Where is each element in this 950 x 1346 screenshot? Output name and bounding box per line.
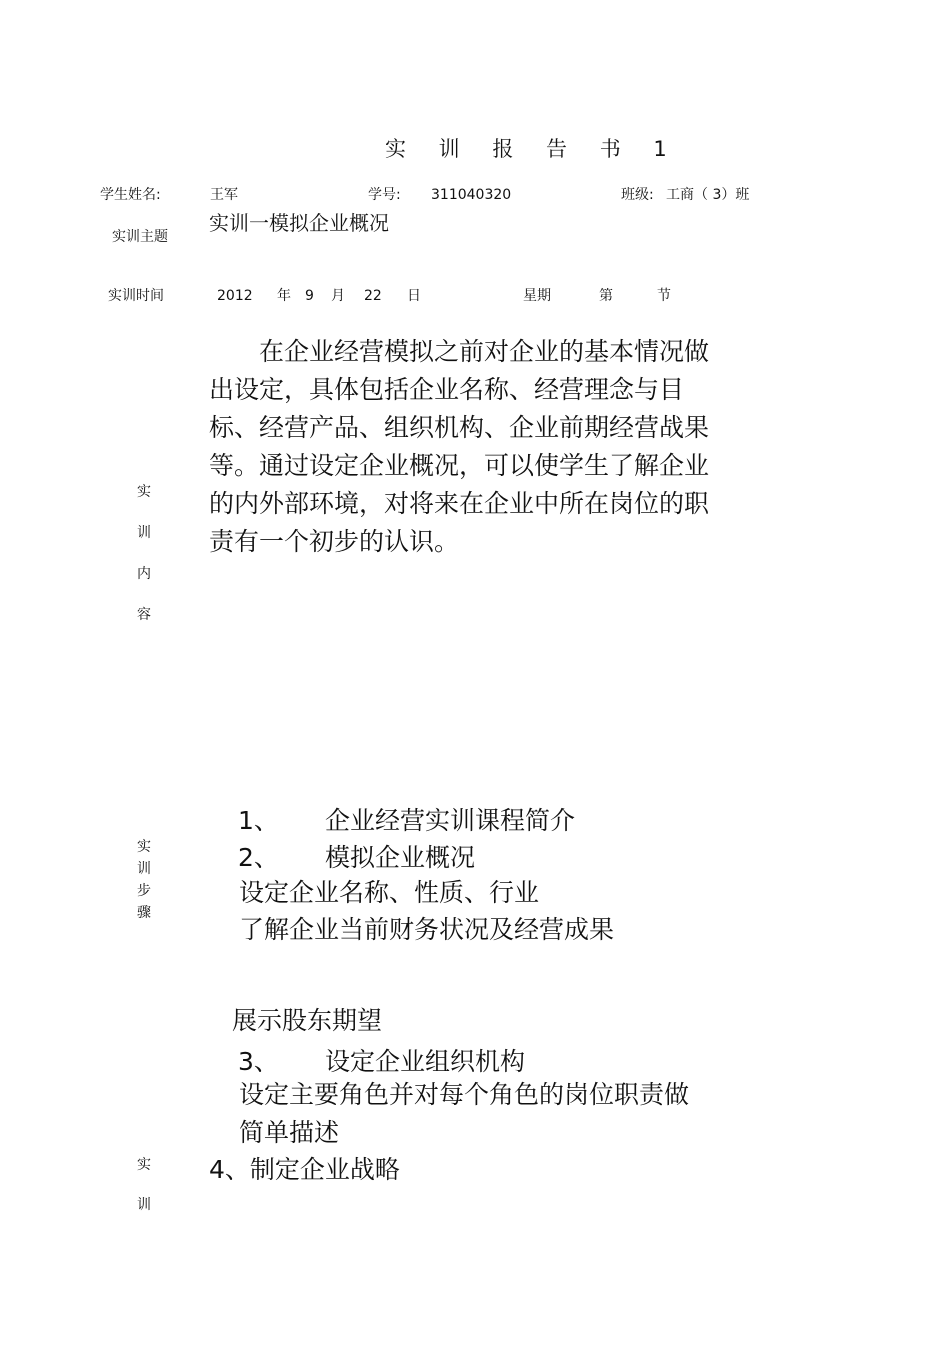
time-label: 实训时间 — [108, 288, 164, 304]
step-3-sub-line2: 简单描述 — [239, 1118, 340, 1147]
step-2-sub-b: 了解企业当前财务状况及经营成果 — [239, 915, 615, 944]
time-period-unit: 节 — [657, 288, 671, 304]
step-2-number: 2、 — [238, 843, 279, 872]
content-label-char: 训 — [137, 525, 151, 541]
content-label-char: 容 — [137, 607, 151, 623]
step-2-sub-c: 展示股东期望 — [232, 1006, 383, 1035]
time-year: 2012 — [217, 288, 253, 304]
class-value: 工商（ 3）班 — [666, 187, 750, 203]
time-period-prefix: 第 — [599, 288, 613, 304]
topic-label: 实训主题 — [112, 229, 168, 245]
steps-label-char: 骤 — [137, 905, 151, 921]
time-day: 22 — [364, 288, 382, 304]
time-day-unit: 日 — [407, 288, 421, 304]
student-name-value: 王军 — [210, 187, 238, 203]
step-1-text: 企业经营实训课程简介 — [325, 806, 576, 835]
content-body — [209, 333, 729, 561]
step-3-number: 3、 — [238, 1047, 279, 1076]
step-3-sub-line1: 设定主要角色并对每个角色的岗位职责做 — [239, 1080, 690, 1109]
student-id-label: 学号: — [368, 187, 401, 203]
next-label-char: 训 — [137, 1197, 151, 1213]
content-label-char: 内 — [137, 566, 151, 582]
step-2-sub-a: 设定企业名称、性质、行业 — [239, 878, 540, 907]
content-paragraph: 在企业经营模拟之前对企业的基本情况做出设定，具体包括企业名称、经营理念与目标、经营产品、组织机构、企业前期经营战果等。通过设定企业概况，可以使学生了解企业的内外部环境，对将来在企业中所在岗位的职责有一个初步的认识。 — [209, 337, 710, 556]
class-label: 班级: — [621, 187, 654, 203]
step-3-text: 设定企业组织机构 — [325, 1047, 526, 1076]
student-id-value: 311040320 — [431, 187, 512, 203]
content-label-char: 实 — [137, 484, 151, 500]
time-weekday-label: 星期 — [523, 288, 551, 304]
steps-label-char: 步 — [137, 883, 151, 899]
steps-label-char: 实 — [137, 839, 151, 855]
time-month-unit: 月 — [331, 288, 345, 304]
next-label-char: 实 — [137, 1157, 151, 1173]
step-4-text: 4、制定企业战略 — [209, 1155, 400, 1184]
student-name-label: 学生姓名: — [100, 187, 161, 203]
time-month: 9 — [305, 288, 314, 304]
step-2-text: 模拟企业概况 — [325, 843, 476, 872]
step-1-number: 1、 — [238, 806, 279, 835]
report-title: 实 训 报 告 书 1 — [385, 137, 680, 161]
time-year-unit: 年 — [277, 288, 291, 304]
topic-value: 实训一模拟企业概况 — [209, 211, 389, 235]
steps-label-char: 训 — [137, 861, 151, 877]
